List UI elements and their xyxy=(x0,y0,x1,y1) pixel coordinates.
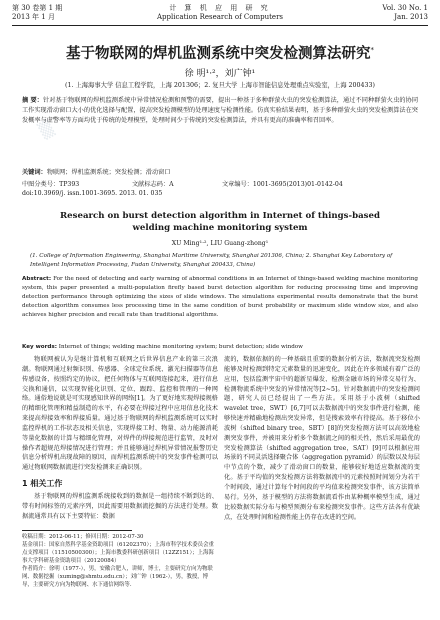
keywords-en: Key words: Internet of things; welding machine monitoring system; burst detection; slide window xyxy=(22,344,303,350)
authors-en: XU Ming¹·², LIU Guang-zhong¹ xyxy=(171,240,269,247)
body-left-column xyxy=(22,355,218,523)
doi: doi:10.3969/j. issn.1001-3695. 2013. 01. 035 xyxy=(22,190,163,197)
running-header xyxy=(12,4,428,34)
footnote-author: 作者简介：徐明（1977-），男，安徽合肥人，讲师，博士，主要研究方向为物联网、数据挖掘（xuming@shmtu.edu.cn）；刘广钟（1962-），男，教授，博导，主要研究方向为物联网、水下通信网络等. xyxy=(22,566,213,588)
affiliation-en: (1. College of Information Engineering, Shanghai Maritime University, Shanghai 201306, China; 2. Shanghai Key Laboratory of Intelligent Information Processing, Fudan University, Shanghai 200433, China) xyxy=(30,253,393,268)
body-paragraph: 基于物联网的焊机监测系统接收到的数据是一组持续不断到达的、带有时间标签的元素序列，因此需要用数据流挖掘的方法进行处理。数据流通常具有以下主要特征：数据 xyxy=(22,492,218,520)
title-en: Research on burst detection algorithm in Internet of things-based welding machine monitoring system xyxy=(60,211,380,233)
abstract-en: Abstract: For the need of detecting and early warning of abnormal conditions in an Internet of things-based welding machine monitoring system, this paper presented a multi-population firefly based burst detection algorithm for reducing processing time and improving detection performance through optimizing the sizes of slide windows. The simulations experimental results demonstrate that the burst detection algorithm consumes less processing time in the same condition of burst probability or maximum slide window size, and also achieves higher precision and recall rate than traditional algorithms. xyxy=(22,276,418,318)
header-left: 第 30 卷第 1 期 2013 年 1 月 xyxy=(12,4,63,21)
header-right: Vol. 30 No. 1 Jan. 2013 xyxy=(382,4,428,21)
keywords-cn: 关键词：物联网；焊机监测系统；突发检测；滑动窗口 xyxy=(22,169,171,176)
footnote-received: 收稿日期：2012-06-11；修回日期：2012-07-30 xyxy=(22,534,144,540)
body-paragraph: 流的，数据依据的的一种基础且重要的数据分析方法，数据流突发检测能够及时检测到特定元素数量的迅速变化，因此在许多领域有着广泛的应用，包括监测宇宙中的超新星爆发、检测金融市场的异常交易行为、检测物流系统中突发的异常情况等[2~5]。针对数据流中的突发检测问题，研究人员已经提出了一些方法。采用基于小波树（shifted wavelet tree，SWT）[6,7]可以去数据流中的突发事件进行检测，能够快速并精确地检测出突发异常，但是搜索效率有待提高。基于移位小波树（shifted binary tree，SBT）[8]的突发检测方法可以高效地检测突发事件，并被用来分析多个数据流之间的相关性，然后采用最优的突发检测算法（shifted aggregation tree，SAT）[9]可以根据应用场景的不同灵活选择聚合体（aggregation pyramid）的层数以及每层中节点的个数，减少了滑动窗口的数量，能够较好地适应数据流的变化。基于平均值的突发检测方法将数据流中的元素按照时间划分为若干个时间段，通过计算每个时间段的平均值来检测突发事件，该方法简单易行。另外，基于模型的方法将数据流看作由某种概率模型生成，通过比较数据实际分布与模型预测分布来检测突发事件。这些方法各有优缺点，在处理时间和检测性能上仍存在改进的空间。 xyxy=(224,356,420,521)
header-center: 计 算 机 应 用 研 究 Application Research of Computers xyxy=(156,4,284,21)
article-number: 文章编号：1001-3695(2013)01-0142-04 xyxy=(222,181,343,188)
footnotes xyxy=(22,533,218,613)
title-cn: 基于物联网的焊机监测系统中突发检测算法研究* xyxy=(66,46,374,62)
footnote-rule xyxy=(22,530,132,531)
section-heading: 1 相关工作 xyxy=(22,479,63,489)
doc-code: 文献标志码：A xyxy=(132,181,174,188)
body-right-column xyxy=(224,355,420,611)
abstract-cn: 摘 要：针对基于物联网的焊机监测系统中异常情况检测和预警的需要，提出一种基于多种群萤火虫的突发检测算法，通过不同种群萤火虫的协同工作实现滑动窗口大小的优化选择与配置，提高突发检测模型的处理速度与检测性能。仿真实验结果表明，基于多种群萤火虫的突发检测算法在突发概率与虚警率等方面均优于传统的处理模型，处理时间少于传统的突发检测算法，并具有更高的准确率和召回率。 xyxy=(22,97,419,125)
footnote-fund: 基金项目：国家自然科学基金资助项目（61202370）；上海市科学技术委员会重点支撑项目（11510500300）；上海市教委科研创新项目（12ZZ151）；上海海事大学科研基金资助项目（20120084） xyxy=(22,542,214,564)
header-rule xyxy=(12,25,428,26)
watermark: ▒ xyxy=(36,118,57,141)
body-paragraph: 物联网被认为是继计算机和互联网之后世界信息产业的第三次浪潮。物联网通过射频识别、传感器、全球定位系统、激光扫描器等信息传感设备，按照约定的协议，把任何物体与互联网连接起来，进行信息交换和通信，以实现智能化识别、定位、跟踪、监控和管理的一种网络。通俗地说就是可实现感知世界的网络[1]。为了更好地实现焊接规格的精细化管理和精益制造的水平，有必要在焊接过程中应用信息化技术来提高焊接效率和焊接质量。通过基于物联网的焊机监测系统可以实时监控焊机的工作状态及相关信息，实现焊接工时、物量、动力能源消耗等量化数据的计算与精细化管理，对焊件的焊接规范进行监管，及时对操作者超规范焊接情况进行管理；并且能够通过焊机异常情况报警历史信息分析焊机出现故障的原因，而焊机监测系统中的突发事件检测可以通过物联网数据流进行突发检测来正确识别。 xyxy=(22,356,218,472)
clc-number: 中图分类号：TP393 xyxy=(22,181,80,188)
affiliation-cn: (1. 上海海事大学 信息工程学院，上海 201306；2. 复旦大学 上海市智能信息处理重点实验室，上海 200433) xyxy=(65,82,375,89)
authors-cn: 徐 明¹·²，刘广钟¹ xyxy=(184,69,256,79)
